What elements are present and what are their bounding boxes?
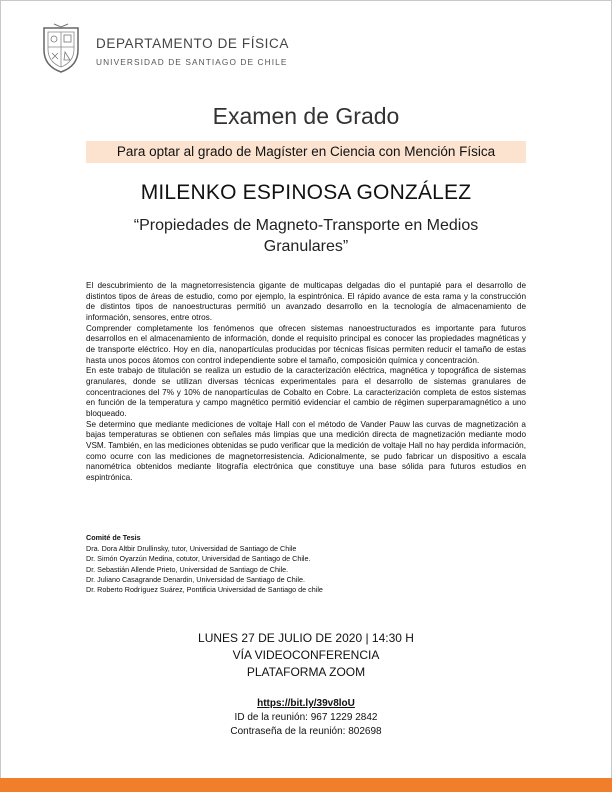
committee-member: Dr. Juliano Casagrande Denardin, Universidad de Santiago de Chile. [86, 574, 305, 584]
candidate-name: MILENKO ESPINOSA GONZÁLEZ [140, 181, 472, 204]
committee-member: Dr. Sebastián Allende Prieto, Universidad de Santiago de Chile. [86, 564, 289, 574]
abstract-paragraph: El descubrimiento de la magnetorresistencia gigante de multicapas delgadas dio el puntapié para el desarrollo de distintos tipos de áreas de estudio, como por ejemplo, la espintrónica. El rápido avance de esta rama y la construcción de distintos tipos de nanoestructuras permitió un avanzado desarrollo en la tecnología de almacenamiento de información, sensores, entre otros. [86, 281, 526, 322]
thesis-title: “Propiedades de Magneto-Transporte en Medios Granulares” [133, 217, 479, 255]
committee-member: Dr. Simón Oyarzún Medina, cotutor, Universidad de Santiago de Chile. [86, 554, 311, 564]
event-platform: PLATAFORMA ZOOM [246, 665, 366, 679]
university-crest-icon [40, 22, 82, 74]
abstract [86, 281, 526, 483]
event-date-time: LUNES 27 DE JULIO DE 2020 | 14:30 H [198, 631, 414, 645]
meeting-access [0, 697, 612, 739]
abstract-paragraph: Se determino que mediante mediciones de voltaje Hall con el método de Vander Pauw las curvas de magnetización a bajas temperaturas se obtienen con señales más limpias que una medición directa de magnetización mediante modo VSM. También, en las mediciones obtenidas se pudo verificar que la medición de voltaje Hall no hay perdida información, como ocurre con las mediciones de magnetorresistencia. Adicionalmente, se pudo fabricar un dispositivo a escala nanométrica obtenidos mediante litografía electrónica que constituye una base sólida para futuros estudios en espintrónica. [86, 419, 526, 482]
meeting-password: Contraseña de la reunión: 802698 [230, 726, 382, 737]
event-details [0, 630, 612, 681]
accent-bar [0, 778, 612, 792]
committee-member: Dr. Roberto Rodríguez Suárez, Pontificia Universidad de Santiago de chile [86, 585, 323, 595]
department-name: DEPARTAMENTO DE FÍSICA [96, 36, 289, 51]
committee-title: Comité de Tesis [86, 533, 141, 542]
meeting-link[interactable]: https://bit.ly/39v8loU [257, 698, 355, 709]
event-mode: VÍA VIDEOCONFERENCIA [232, 648, 380, 662]
university-name: UNIVERSIDAD DE SANTIAGO DE CHILE [96, 57, 288, 67]
thesis-committee [86, 533, 526, 595]
committee-member: Dra. Dora Altbir Drullinsky, tutor, Universidad de Santiago de Chile [86, 544, 297, 554]
degree-band: Para optar al grado de Magíster en Ciencia con Mención Física [86, 141, 526, 163]
exam-title: Examen de Grado [212, 103, 400, 129]
meeting-id: ID de la reunión: 967 1229 2842 [234, 712, 378, 723]
abstract-paragraph: Comprender completamente los fenómenos que ofrecen sistemas nanoestructurados es importante para futuros desarrollos en el almacenamiento de información, donde el requisito principal es conocer las propiedades magnéticas y de transporte eléctrico. Hoy en día, nanopartículas producidas por técnicas físicas permiten reducir el tamaño de estas hasta unos pocos átomos con control independiente sobre el tamaño, composición química y concentración. [86, 323, 526, 365]
abstract-paragraph: En este trabajo de titulación se realiza un estudio de la caracterización eléctrica, magnética y topográfica de sistemas granulares, donde se utilizan diversas técnicas experimentales para el desarrollo de sistemas granulares de concentraciones del 7% y 10% de nanopartículas de Cobalto en Cobre. La caracterización completa de estos sistemas en función de la temperatura y campo magnético permitió evidenciar el cambio de régimen superparamagnético a uno bloqueado. [86, 366, 526, 418]
header [40, 22, 340, 82]
